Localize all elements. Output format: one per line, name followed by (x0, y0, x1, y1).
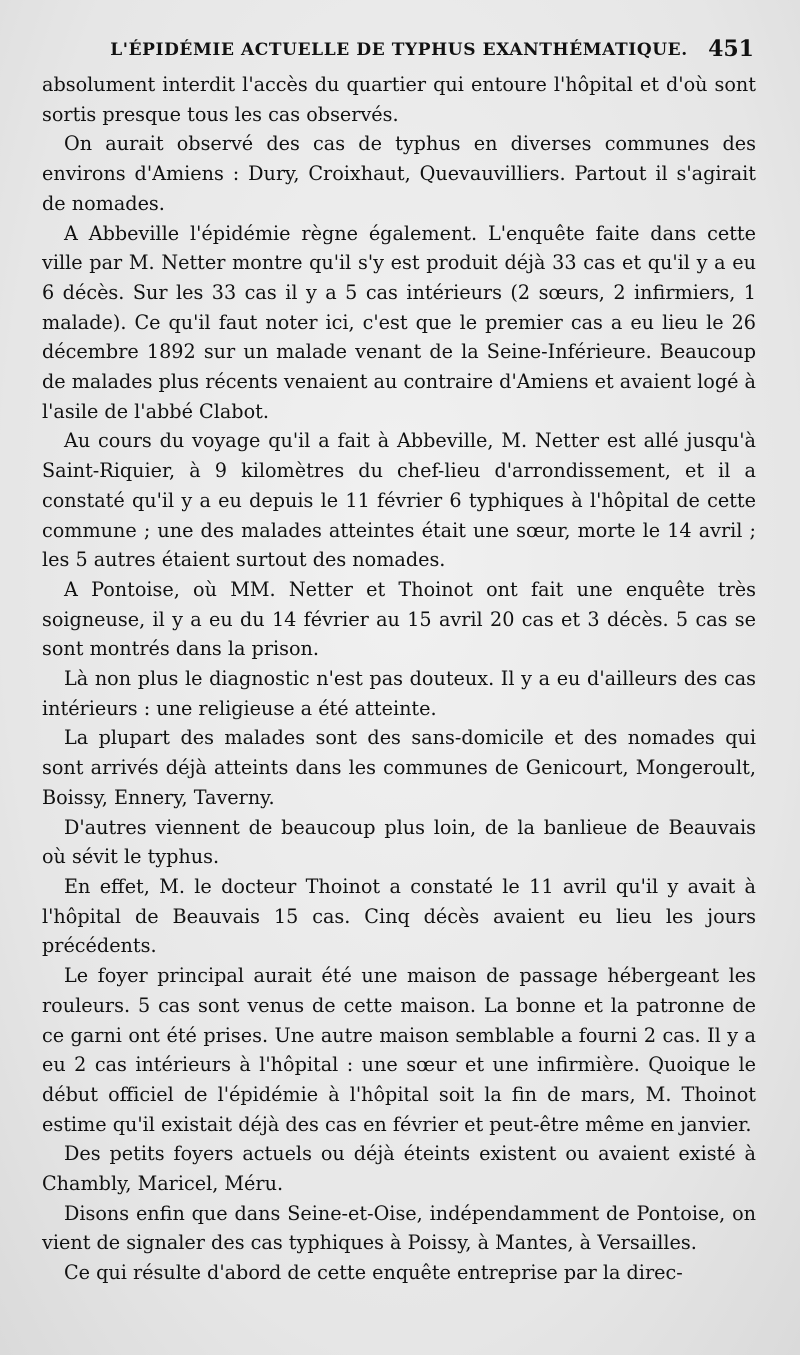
paragraph: A Abbeville l'épidémie règne également. L'enquête faite dans cette ville par M. Netter montre qu'il s'y est produit déjà 33 cas et qu'il y a eu 6 décès. Sur les 33 cas il y a 5 cas intérieurs (2 sœurs, 2 infirmiers, 1 malade). Ce qu'il faut noter ici, c'est que le premier cas a eu lieu le 26 décembre 1892 sur un malade venant de la Seine-Inférieure. Beaucoup de malades plus récents venaient au contraire d'Amiens et avaient logé à l'asile de l'abbé Clabot. (42, 221, 756, 423)
paragraph: Ce qui résulte d'abord de cette enquête entreprise par la direc- (64, 1261, 683, 1285)
paragraph: absolument interdit l'accès du quartier qui entoure l'hôpital et d'où sont sortis presque tous les cas observés. (42, 73, 756, 126)
paragraph: Le foyer principal aurait été une maison de passage hébergeant les rouleurs. 5 cas sont venus de cette maison. La bonne et la patronne de ce garni ont été prises. Une autre maison semblable a fourni 2 cas. Il y a eu 2 cas intérieurs à l'hôpital : une sœur et une infirmière. Quoique le début officiel de l'épidémie à l'hôpital soit la fin de mars, M. Thoinot estime qu'il existait déjà des cas en février et peut-être même en janvier. (42, 964, 756, 1136)
paragraph: Des petits foyers actuels ou déjà éteints existent ou avaient existé à Chambly, Maricel, Méru. (42, 1142, 756, 1196)
paragraph: A Pontoise, où MM. Netter et Thoinot ont fait une enquête très soigneuse, il y a eu du 14 février au 15 avril 20 cas et 3 décès. 5 cas se sont montrés dans la prison. (42, 577, 756, 661)
body-text (42, 70, 756, 1288)
running-title: L'ÉPIDÉMIE ACTUELLE DE TYPHUS EXANTHÉMATIQUE. (110, 40, 688, 60)
paragraph: D'autres viennent de beaucoup plus loin, de la banlieue de Beauvais où sévit le typhus. (42, 815, 756, 869)
paragraph: Là non plus le diagnostic n'est pas douteux. Il y a eu d'ailleurs des cas intérieurs : une religieuse a été atteinte. (42, 667, 756, 720)
paragraph: En effet, M. le docteur Thoinot a constaté le 11 avril qu'il y avait à l'hôpital de Beauvais 15 cas. Cinq décès avaient eu lieu les jours précédents. (42, 874, 756, 958)
paragraph: La plupart des malades sont des sans-domicile et des nomades qui sont arrivés déjà atteints dans les communes de Genicourt, Mongeroult, Boissy, Ennery, Taverny. (42, 726, 756, 809)
paragraph: On aurait observé des cas de typhus en diverses communes des environs d'Amiens : Dury, Croixhaut, Quevauvilliers. Partout il s'agirait de nomades. (42, 132, 756, 215)
paragraph: Au cours du voyage qu'il a fait à Abbeville, M. Netter est allé jusqu'à Saint-Riquier, à 9 kilomètres du chef-lieu d'arrondissement, et il a constaté qu'il y a eu depuis le 11 février 6 typhiques à l'hôpital de cette commune ; une des malades atteintes était une sœur, morte le 14 avril ; les 5 autres étaient surtout des nomades. (42, 429, 756, 572)
page-number: 451 (708, 36, 754, 62)
running-header (42, 30, 756, 70)
paragraph: Disons enfin que dans Seine-et-Oise, indépendamment de Pontoise, on vient de signaler des cas typhiques à Poissy, à Mantes, à Versailles. (42, 1201, 756, 1255)
